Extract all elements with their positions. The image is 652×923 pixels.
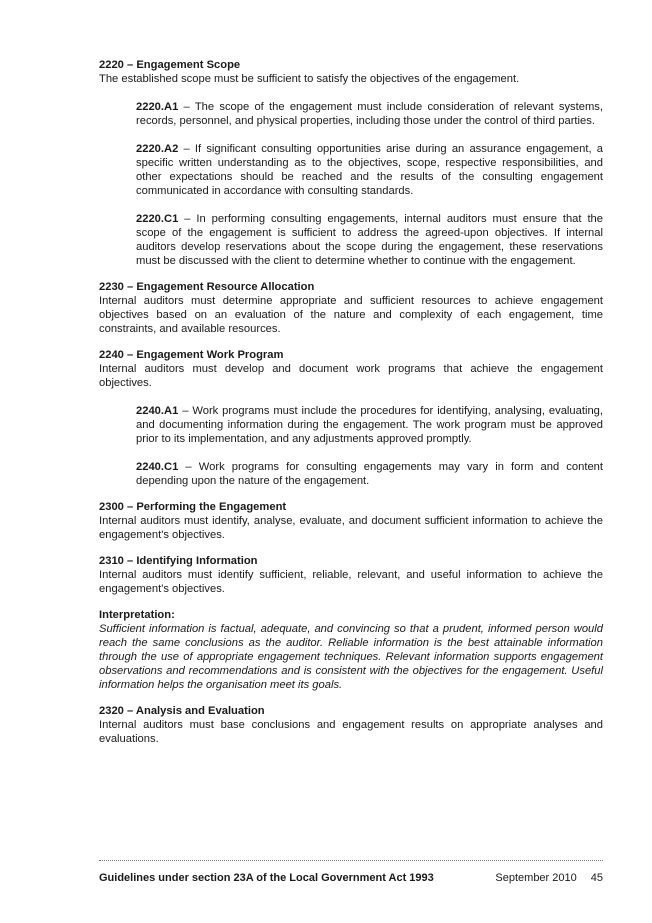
standard-text: – In performing consulting engagements, internal auditors must ensure that the scope of the engagement is sufficient to address the agreed-upon objectives. If internal auditors develop reservations about the scope during the engagement, these reservations must be discussed with the client to determine whether to continue with the engagement. [136, 213, 603, 267]
section-body-2240: Internal auditors must develop and document work programs that achieve the engagement objectives. [99, 363, 603, 389]
section-heading-2230: 2230 – Engagement Resource Allocation [99, 281, 315, 293]
footer-date: September 2010 [495, 872, 577, 884]
section-body-2320: Internal auditors must base conclusions and engagement results on appropriate analyses and evaluations. [99, 719, 603, 745]
section-heading-2320: 2320 – Analysis and Evaluation [99, 705, 265, 717]
section-heading-2240: 2240 – Engagement Work Program [99, 349, 284, 361]
standard-text: – If significant consulting opportunities arise during an assurance engagement, a specific written understanding as to the objectives, scope, respective responsibilities, and other expectations should be reached and the results of the consulting engagement communicated in accordance with consulting standards. [136, 143, 603, 197]
standard-code: 2240.C1 [136, 461, 179, 473]
standard-text: – The scope of the engagement must include consideration of relevant systems, records, personnel, and physical properties, including those under the control of third parties. [136, 101, 603, 127]
footer-title: Guidelines under section 23A of the Local Government Act 1993 [99, 872, 434, 884]
standard-2240-a1 [136, 404, 603, 446]
standard-code: 2220.C1 [136, 213, 179, 225]
standard-code: 2220.A2 [136, 143, 179, 155]
section-body-2220: The established scope must be sufficient to satisfy the objectives of the engagement. [99, 73, 520, 85]
standard-code: 2240.A1 [136, 405, 179, 417]
page-footer [99, 860, 603, 885]
section-body-2310: Internal auditors must identify sufficient, reliable, relevant, and useful information to achieve the engagement's objectives. [99, 569, 603, 595]
interpretation-heading: Interpretation: [99, 609, 175, 621]
interpretation-body: Sufficient information is factual, adequate, and convincing so that a prudent, informed person would reach the same conclusions as the auditor. Reliable information is the best attainable information through the use of appropriate engagement techniques. Relevant information supports engagement observations and recommendations and is consistent with the objectives for the engagement. Useful information helps the organisation meet its goals. [99, 623, 603, 691]
section-body-2300: Internal auditors must identify, analyse, evaluate, and document sufficient information to achieve the engagement's objectives. [99, 515, 603, 541]
standard-2220-c1 [136, 212, 603, 268]
section-body-2230: Internal auditors must determine appropriate and sufficient resources to achieve engagement objectives based on an evaluation of the nature and complexity of each engagement, time constraints, and available resources. [99, 295, 603, 335]
standard-text: – Work programs must include the procedures for identifying, analysing, evaluating, and documenting information during the engagement. The work program must be approved prior to its implementation, and any adjustments approved promptly. [136, 405, 603, 445]
section-heading-2310: 2310 – Identifying Information [99, 555, 258, 567]
document-page [99, 58, 603, 746]
standard-2220-a2 [136, 142, 603, 198]
section-heading-2300: 2300 – Performing the Engagement [99, 501, 287, 513]
standard-code: 2220.A1 [136, 101, 179, 113]
page-number: 45 [590, 872, 603, 884]
standard-2240-c1 [136, 460, 603, 488]
standard-2220-a1 [136, 100, 603, 128]
section-heading-2220: 2220 – Engagement Scope [99, 59, 241, 71]
standard-text: – Work programs for consulting engagements may vary in form and content depending upon the nature of the engagement. [136, 461, 603, 487]
